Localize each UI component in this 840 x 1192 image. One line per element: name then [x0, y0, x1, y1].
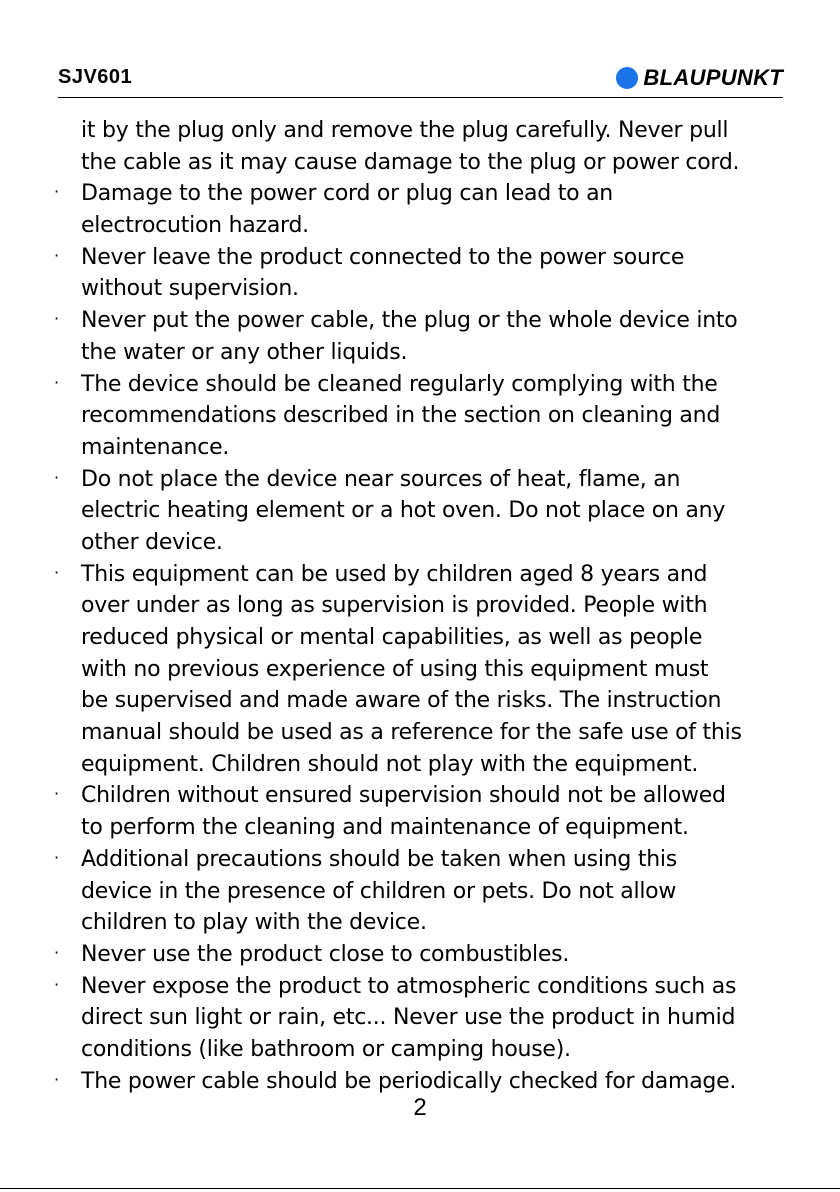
line-text: without supervision. [81, 276, 299, 302]
text-line [52, 749, 792, 781]
bullet-icon: · [54, 562, 60, 582]
bullet-line [52, 844, 792, 876]
bullet-icon: · [54, 182, 60, 202]
text-line [52, 876, 792, 908]
bullet-icon: · [54, 974, 60, 994]
text-line [52, 685, 792, 717]
line-text: it by the plug only and remove the plug carefully. Never pull [81, 118, 729, 143]
text-line [52, 147, 792, 179]
bullet-line [52, 178, 792, 210]
text-line [52, 590, 792, 622]
bullet-line [52, 939, 792, 971]
brand-logo [616, 65, 783, 91]
text-line [52, 432, 792, 464]
text-line [52, 812, 792, 844]
line-text: device in the presence of children or pets. Do not allow [81, 878, 677, 904]
brand-dot-icon [616, 67, 638, 89]
model-number: SJV601 [58, 66, 133, 88]
text-line [52, 400, 792, 432]
line-text: be supervised and made aware of the risks. The instruction [81, 688, 722, 714]
line-text: Never use the product close to combustibles. [81, 941, 570, 967]
text-line [52, 273, 792, 305]
line-text: the water or any other liquids. [81, 339, 408, 365]
line-text: electric heating element or a hot oven. Do not place on any [81, 498, 726, 524]
bullet-line [52, 464, 792, 496]
text-line [52, 1002, 792, 1034]
header-divider [58, 97, 783, 98]
line-text: The device should be cleaned regularly complying with the [81, 371, 718, 397]
line-text: Never expose the product to atmospheric conditions such as [81, 973, 737, 999]
text-line [52, 907, 792, 939]
text-line [52, 115, 792, 147]
line-text: Children without ensured supervision should not be allowed [81, 783, 726, 809]
bullet-line [52, 1066, 792, 1098]
footer-divider [0, 1188, 840, 1189]
line-text: electrocution hazard. [81, 213, 309, 239]
line-text: with no previous experience of using this equipment must [81, 656, 709, 682]
line-text: Do not place the device near sources of heat, flame, an [81, 466, 681, 492]
bullet-icon: · [54, 784, 60, 804]
text-line [52, 717, 792, 749]
line-text: conditions (like bathroom or camping house). [81, 1036, 571, 1062]
page-header [58, 64, 783, 98]
bullet-icon: · [54, 942, 60, 962]
bullet-line [52, 305, 792, 337]
line-text: direct sun light or rain, etc... Never use the product in humid [81, 1005, 736, 1031]
page-number: 2 [413, 1094, 427, 1121]
bullet-line [52, 242, 792, 274]
bullet-icon: · [54, 1069, 60, 1089]
line-text: the cable as it may cause damage to the plug or power cord. [81, 149, 740, 175]
brand-name: BLAUPUNKT [643, 65, 783, 90]
bullet-icon: · [54, 309, 60, 329]
safety-instructions-body [52, 115, 792, 1097]
line-text: over under as long as supervision is provided. People with [81, 593, 708, 619]
line-text: to perform the cleaning and maintenance of equipment. [81, 815, 689, 841]
line-text: Never leave the product connected to the power source [81, 244, 685, 270]
bullet-icon: · [54, 372, 60, 392]
bullet-icon: · [54, 467, 60, 487]
text-line [52, 654, 792, 686]
text-line [52, 210, 792, 242]
line-text: children to play with the device. [81, 910, 427, 936]
line-text: Never put the power cable, the plug or the whole device into [81, 308, 738, 334]
line-text: maintenance. [81, 434, 230, 460]
text-line [52, 337, 792, 369]
line-text: equipment. Children should not play with the equipment. [81, 751, 699, 777]
text-line [52, 1034, 792, 1066]
bullet-line [52, 780, 792, 812]
line-text: recommendations described in the section on cleaning and [81, 403, 721, 429]
line-text: Additional precautions should be taken when using this [81, 846, 677, 872]
line-text: manual should be used as a reference for the safe use of this [81, 720, 742, 746]
bullet-icon: · [54, 245, 60, 265]
bullet-line [52, 369, 792, 401]
text-line [52, 527, 792, 559]
text-line [52, 622, 792, 654]
bullet-icon: · [54, 847, 60, 867]
bullet-line [52, 559, 792, 591]
line-text: reduced physical or mental capabilities, as well as people [81, 625, 703, 650]
line-text: Damage to the power cord or plug can lead to an [81, 181, 613, 207]
bullet-line [52, 971, 792, 1003]
line-text: This equipment can be used by children aged 8 years and [81, 561, 708, 587]
line-text: other device. [81, 529, 223, 555]
line-text: The power cable should be periodically checked for damage. [81, 1068, 737, 1094]
text-line [52, 495, 792, 527]
